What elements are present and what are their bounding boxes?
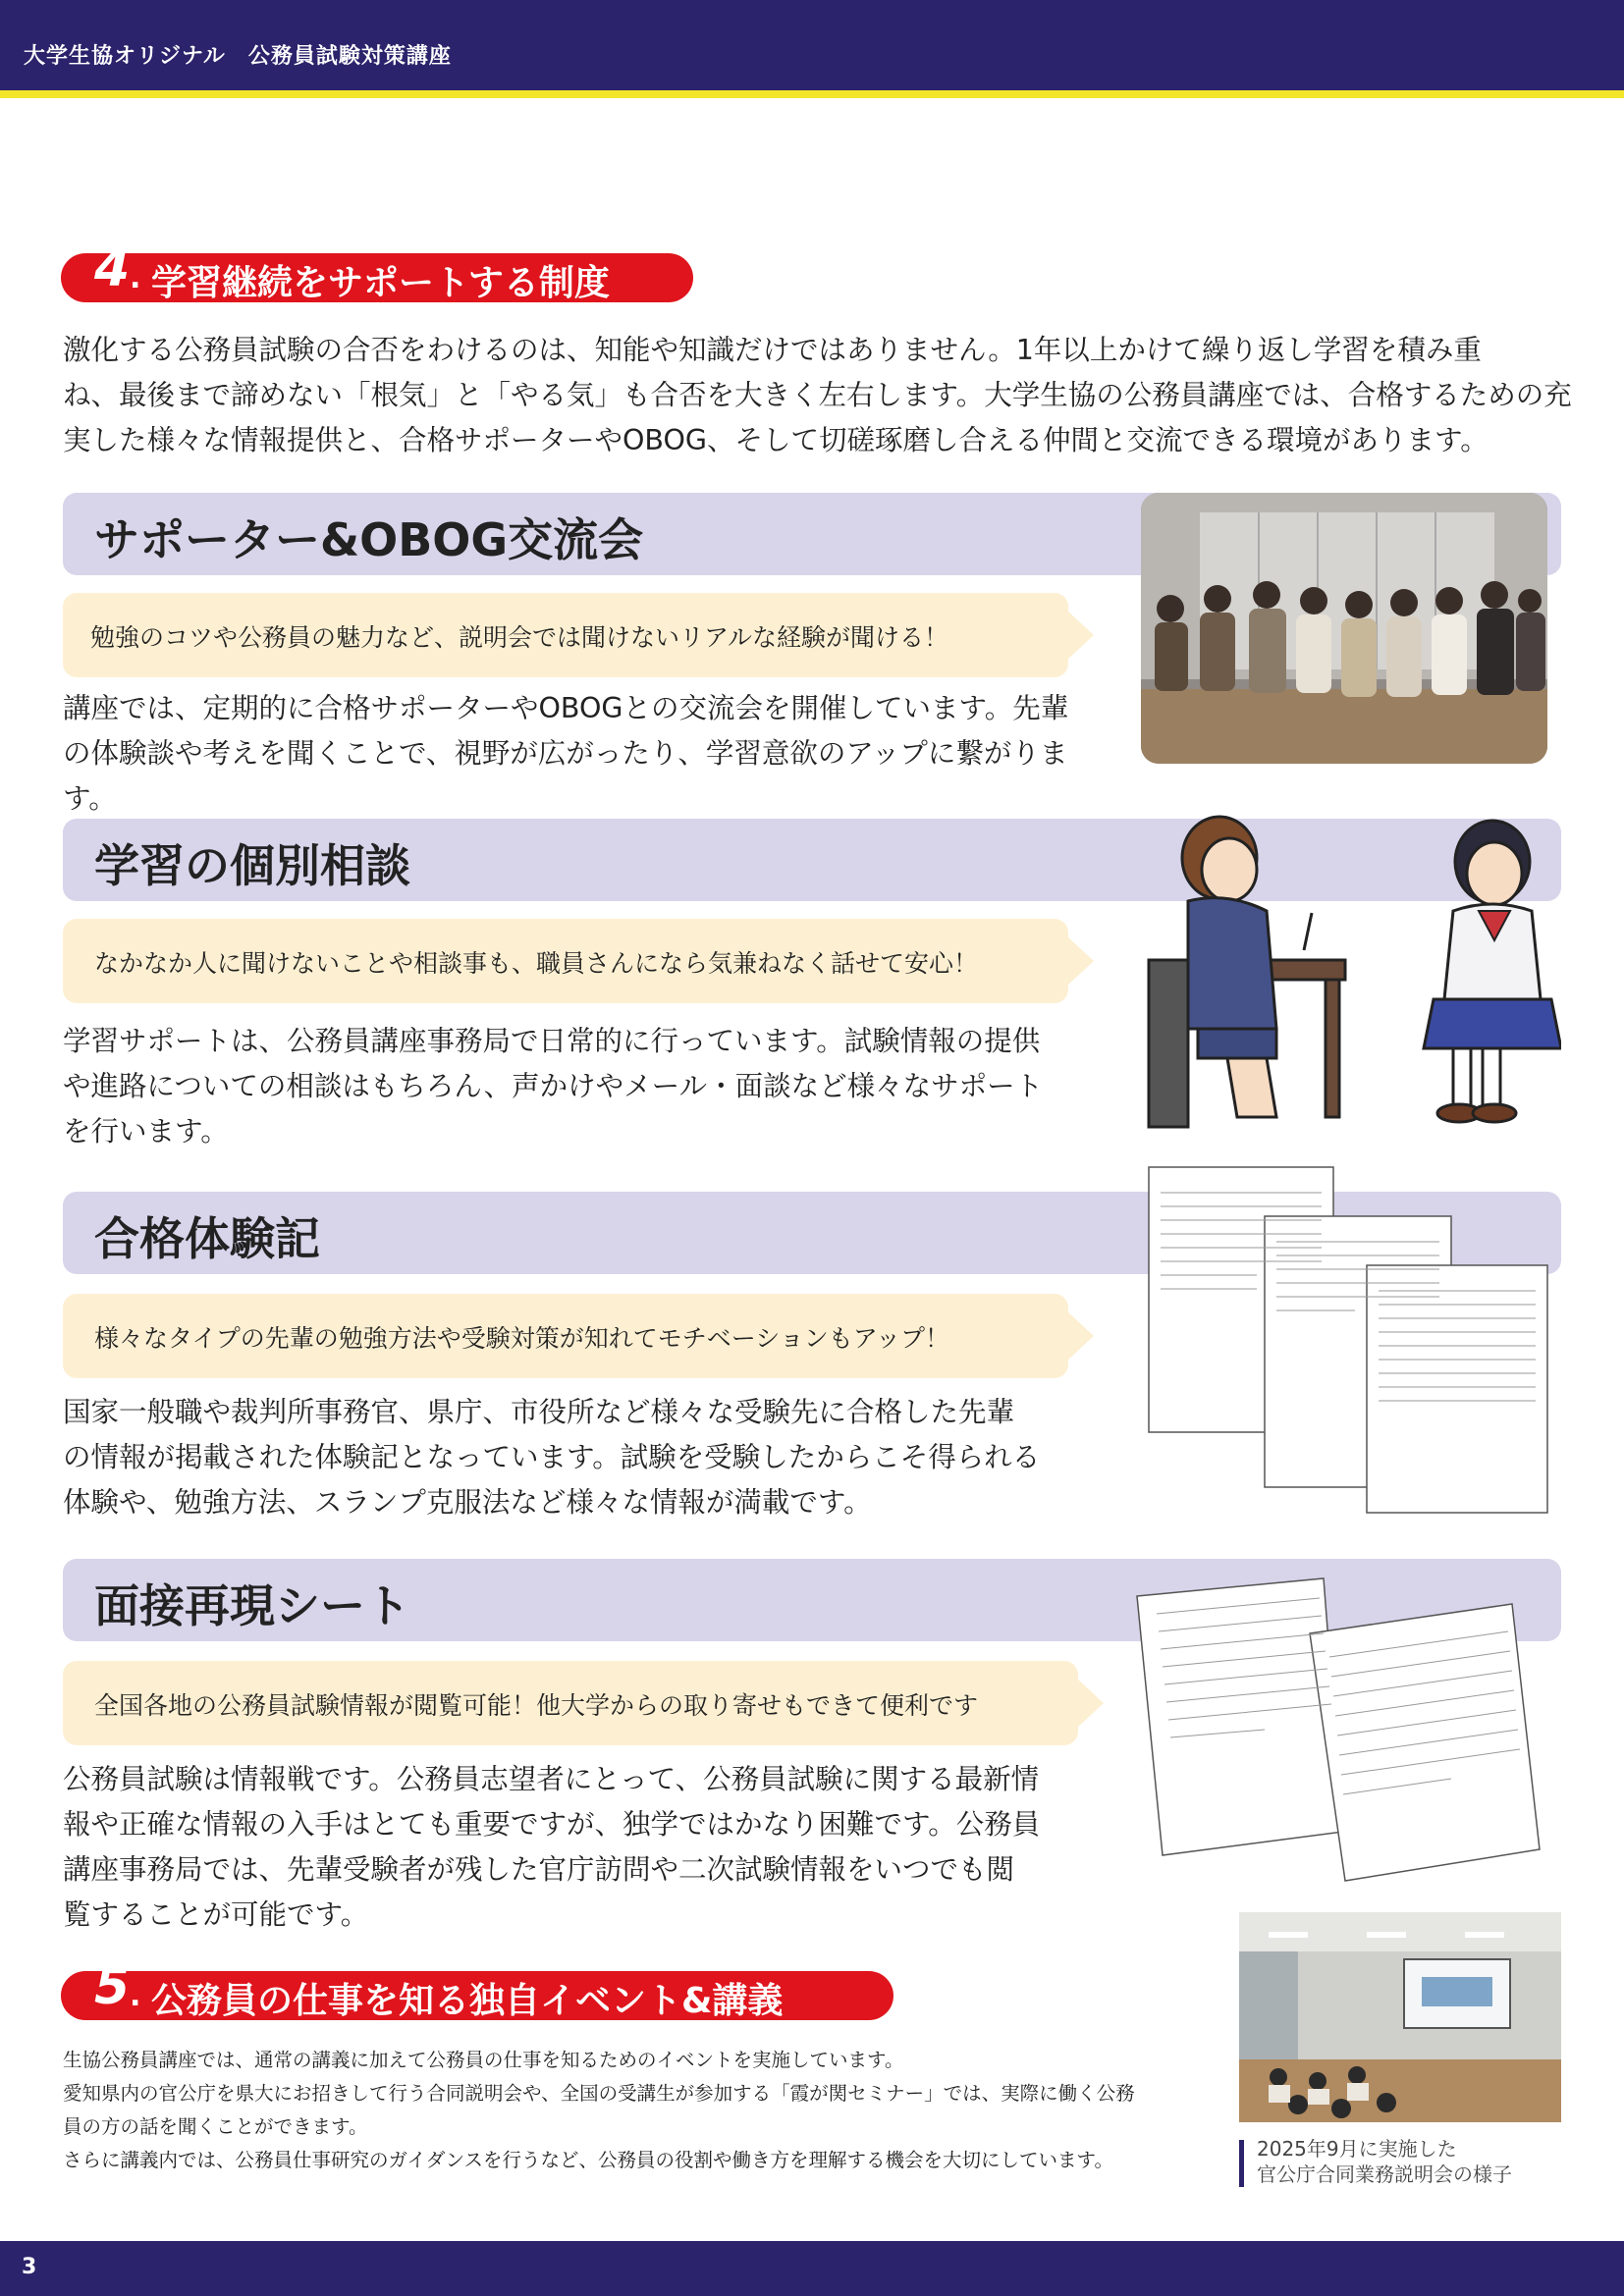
body-line: 国家一般職や裁判所事務官、県庁、市役所など様々な受験先に合格した先輩 <box>63 1396 1015 1428</box>
block-interview-callout-text: 全国各地の公務員試験情報が閲覧可能！他大学からの取り寄せもできて便利です <box>94 1691 979 1720</box>
seminar-photo-caption <box>1257 2136 1512 2187</box>
block-interview-body <box>63 1757 1104 1938</box>
section4-intro <box>63 328 1575 463</box>
callout-arrow <box>1066 1310 1094 1362</box>
supporter-group-photo <box>1141 493 1547 764</box>
caption-accent-bar <box>1239 2140 1244 2187</box>
section5-title: 公務員の仕事を知る独自イベント&講義 <box>151 1981 784 2021</box>
section5-dot: . <box>130 1979 141 2013</box>
callout-arrow <box>1066 935 1094 987</box>
section4-number: 4 <box>94 240 131 298</box>
body-line: さらに講義内では、公務員仕事研究のガイダンスを行うなど、公務員の役割や働き方を理解する機会を大切にしています。 <box>63 2149 1113 2171</box>
block-supporter-body <box>63 686 1104 822</box>
interview-sheet-documents <box>1127 1575 1559 1889</box>
page-number: 3 <box>22 2255 37 2279</box>
section4-dot: . <box>130 261 141 295</box>
block-report-callout-text: 様々なタイプの先輩の勉強方法や受験対策が知れてモチベーションもアップ！ <box>94 1324 950 1353</box>
block-interview-title: 面接再現シート <box>94 1579 410 1632</box>
body-line: 学習サポートは、公務員講座事務局で日常的に行っています。試験情報の提供 <box>63 1025 1041 1057</box>
body-line: 生協公務員講座では、通常の講義に加えて公務員の仕事を知るためのイベントを実施しています。 <box>63 2049 904 2071</box>
callout-arrow <box>1076 1678 1104 1729</box>
consultation-illustration <box>1129 803 1561 1137</box>
body-line: の体験談や考えを聞くことで、視野が広がったり、学習意欲のアップに繋がります。 <box>63 737 1068 815</box>
section5-number: 5 <box>94 1957 131 2016</box>
body-line: や進路についての相談はもちろん、声かけやメール・面談など様々なサポート <box>63 1070 1044 1102</box>
body-line: 報や正確な情報の入手はとても重要ですが、独学ではかなり困難です。公務員 <box>63 1808 1041 1841</box>
body-line: 覧することが可能です。 <box>63 1898 369 1931</box>
body-line: の情報が掲載された体験記となっています。試験を受験したからこそ得られる <box>63 1441 1041 1473</box>
caption-line: 官公庁合同業務説明会の様子 <box>1257 2163 1512 2186</box>
body-line: 員の方の話を聞くことができます。 <box>63 2115 368 2138</box>
body-line: を行います。 <box>63 1115 229 1148</box>
body-line: 公務員試験は情報戦です。公務員志望者にとって、公務員試験に関する最新情 <box>63 1763 1040 1795</box>
intro-line: 激化する公務員試験の合否をわけるのは、知能や知識だけではありません。1年以上かけて繰り返し学習を積み重 <box>63 334 1482 366</box>
block-consult-body <box>63 1019 1104 1154</box>
block-supporter-callout-text: 勉強のコツや公務員の魅力など、説明会では聞けないリアルな経験が聞ける！ <box>90 623 949 652</box>
block-consult-title: 学習の個別相談 <box>94 839 410 892</box>
experience-report-documents <box>1139 1163 1551 1517</box>
body-line: 講座事務局では、先輩受験者が残した官庁訪問や二次試験情報をいつでも閲 <box>63 1853 1015 1886</box>
caption-line: 2025年9月に実施した <box>1257 2137 1457 2161</box>
header-title: 大学生協オリジナル 公務員試験対策講座 <box>24 44 452 69</box>
intro-line: 実した様々な情報提供と、合格サポーターやOBOG、そして切磋琢磨し合える仲間と交流できる環境があります。 <box>63 424 1489 456</box>
body-line: 体験や、勉強方法、スランプ克服法など様々な情報が満載です。 <box>63 1486 872 1519</box>
body-line: 愛知県内の官公庁を県大にお招きして行う合同説明会や、全国の受講生が参加する「霞が関セミナー」では、実際に働く公務 <box>63 2082 1135 2105</box>
block-report-body <box>63 1390 1104 1525</box>
block-report-title: 合格体験記 <box>94 1212 320 1265</box>
block-supporter-title: サポーター&OBOG交流会 <box>94 513 644 566</box>
callout-arrow <box>1066 610 1094 661</box>
body-line: 講座では、定期的に合格サポーターやOBOGとの交流会を開催しています。先輩 <box>63 692 1069 724</box>
seminar-room-photo <box>1239 1912 1561 2122</box>
block-consult-callout-text: なかなか人に聞けないことや相談事も、職員さんになら気兼ねなく話せて安心！ <box>94 949 979 978</box>
header-accent-line <box>0 90 1624 98</box>
section4-title: 学習継続をサポートする制度 <box>151 263 610 303</box>
page-footer <box>0 2241 1624 2296</box>
section5-body <box>63 2044 1212 2177</box>
intro-line: ね、最後まで諦めない「根気」と「やる気」も合否を大きく左右します。大学生協の公務員講座では、合格するための充 <box>63 379 1572 411</box>
